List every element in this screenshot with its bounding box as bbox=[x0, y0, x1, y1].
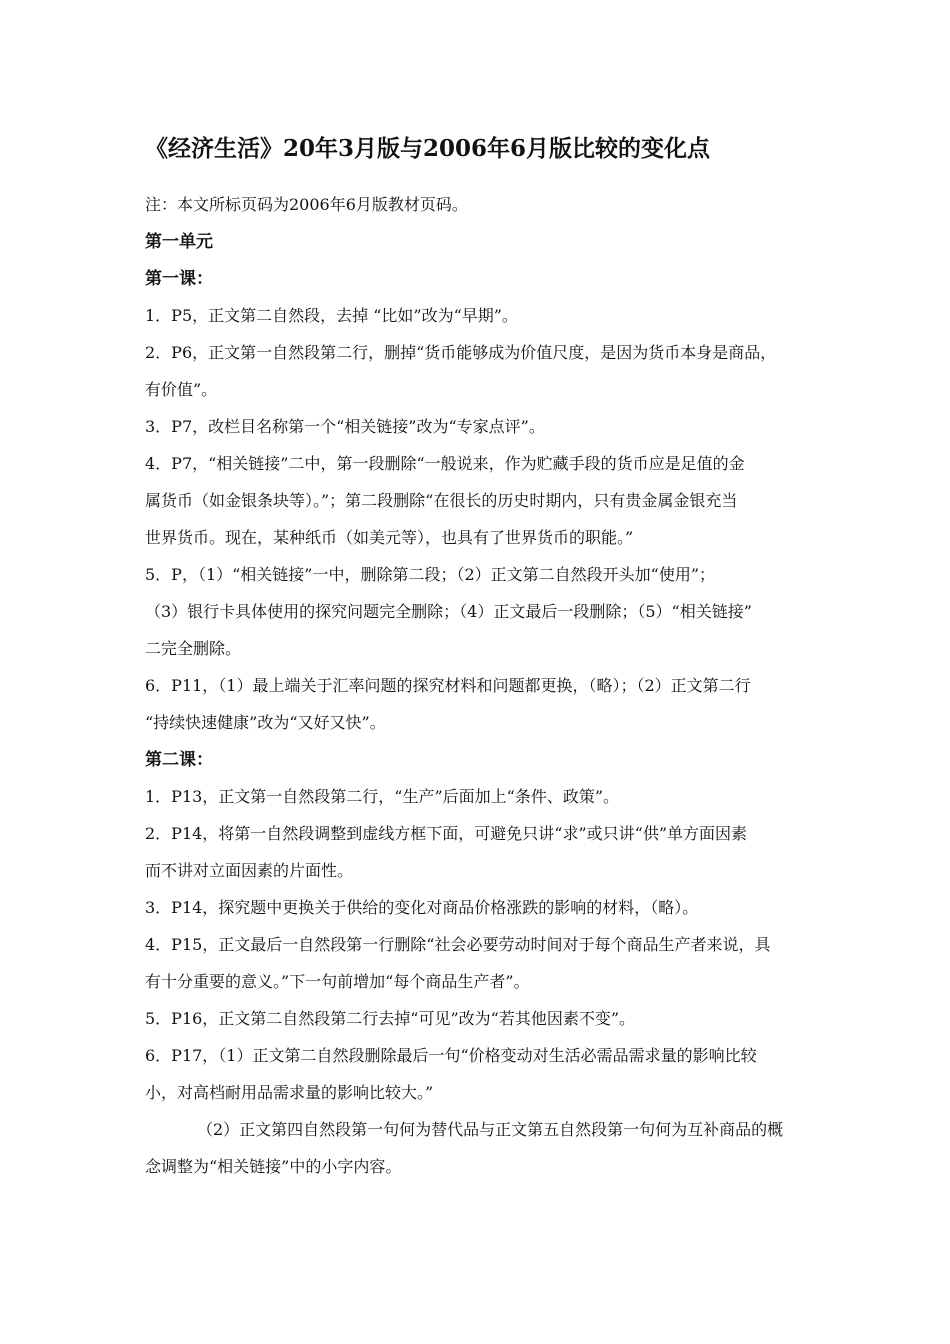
text-line: 念调整为“相关链接”中的小字内容。 bbox=[145, 1157, 402, 1176]
text-line: 4．P7，“相关链接”二中，第一段删除“一般说来，作为贮藏手段的货币应是足值的金 bbox=[145, 454, 745, 473]
section-heading: 第一课： bbox=[145, 269, 213, 289]
text-line: 6．P11，（1）最上端关于汇率问题的探究材料和问题都更换，（略）；（2）正文第二行 bbox=[145, 676, 751, 695]
text-line: 小，对高档耐用品需求量的影响比较大。” bbox=[145, 1083, 434, 1102]
text-line: 2．P14，将第一自然段调整到虚线方框下面，可避免只讲“求”或只讲“供”单方面因素 bbox=[145, 824, 748, 843]
text-line: 有价值”。 bbox=[145, 380, 218, 399]
text-line: 属货币（如金银条块等）。”；第二段删除“在很长的历史时期内，只有贵金属金银充当 bbox=[145, 491, 738, 510]
section-heading: 第二课： bbox=[145, 750, 213, 770]
text-line: 注：本文所标页码为2006年6月版教材页码。 bbox=[145, 195, 468, 214]
text-line: 6．P17，（1）正文第二自然段删除最后一句“价格变动对生活必需品需求量的影响比较 bbox=[145, 1046, 757, 1065]
document-body bbox=[145, 190, 825, 1189]
text-line: 二完全删除。 bbox=[145, 639, 242, 658]
document-title: 《经济生活》20年3月版与2006年6月版比较的变化点 bbox=[145, 135, 711, 162]
text-line: 1．P13，正文第一自然段第二行，“生产”后面加上“条件、政策”。 bbox=[145, 787, 620, 806]
text-line: 5．P16，正文第二自然段第二行去掉“可见”改为“若其他因素不变”。 bbox=[145, 1009, 636, 1028]
text-line: “持续快速健康”改为“又好又快”。 bbox=[145, 713, 386, 732]
text-line: （2）正文第四自然段第一句何为替代品与正文第五自然段第一句何为互补商品的概 bbox=[197, 1120, 784, 1139]
text-line: 而不讲对立面因素的片面性。 bbox=[145, 861, 354, 880]
text-line: 3．P7，改栏目名称第一个“相关链接”改为“专家点评”。 bbox=[145, 417, 545, 436]
text-line: 1．P5，正文第二自然段，去掉 “比如”改为“早期”。 bbox=[145, 306, 518, 325]
text-line: （3）银行卡具体使用的探究问题完全删除；（4）正文最后一段删除；（5）“相关链接” bbox=[145, 602, 752, 621]
section-heading: 第一单元 bbox=[145, 232, 213, 252]
text-line: 2．P6，正文第一自然段第二行，删掉“货币能够成为价值尺度，是因为货币本身是商品， bbox=[145, 343, 777, 362]
text-line: 有十分重要的意义。”下一句前增加“每个商品生产者”。 bbox=[145, 972, 530, 991]
text-line: 世界货币。现在，某种纸币（如美元等），也具有了世界货币的职能。” bbox=[145, 528, 634, 547]
text-line: 5．P，（1）“相关链接”一中，删除第二段；（2）正文第二自然段开头加“使用”； bbox=[145, 565, 716, 584]
text-line: 3．P14，探究题中更换关于供给的变化对商品价格涨跌的影响的材料，（略）。 bbox=[145, 898, 699, 917]
text-line: 4．P15，正文最后一自然段第一行删除“社会必要劳动时间对于每个商品生产者来说，具 bbox=[145, 935, 771, 954]
